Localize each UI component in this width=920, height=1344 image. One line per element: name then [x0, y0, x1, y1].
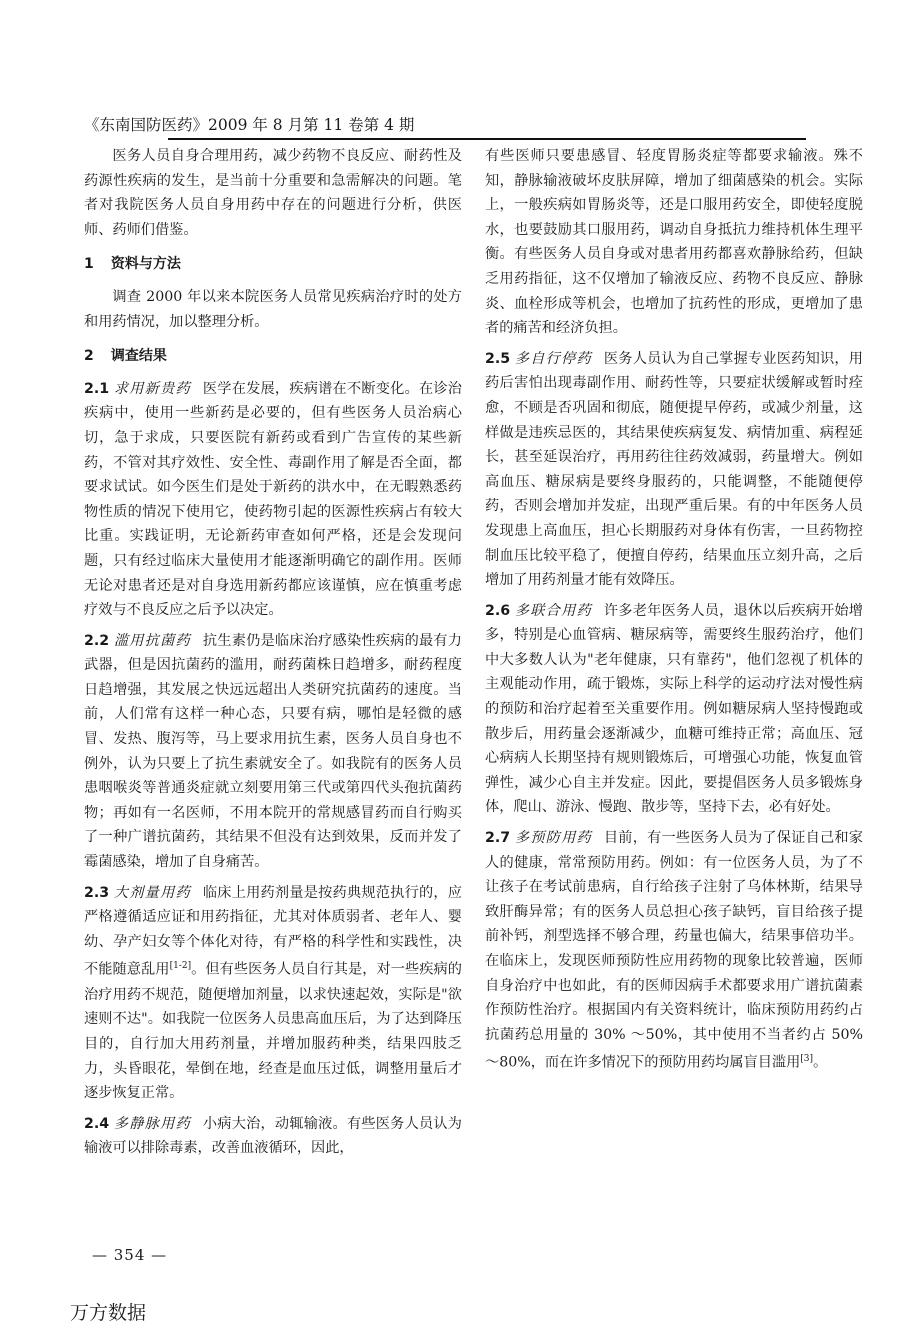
section-number: 2: [84, 348, 94, 365]
section-2-heading: [84, 344, 462, 369]
subsection-2-4-continued: 有些医师只要患感冒、轻度胃肠炎症等都要求输液。殊不知，静脉输液破坏皮肤屏障，增加了细菌感染的机会。实际上，一般疾病如胃肠炎等，还是口服用药安全，即使轻度脱水，也要鼓励其口服用药，调动自身抵抗力维持机体生理平衡。有些医务人员自身或对患者用药都喜欢静脉给药，但缺乏用药指征，这不仅增加了输液反应、药物不良反应、静脉炎、血栓形成等机会，也增加了抗药性的形成，更增加了患者的痛苦和经济负担。: [485, 148, 863, 337]
subsection-text: 许多老年医务人员，退休以后疾病开始增多，特别是心血管病、糖尿病等，需要终生服药治疗，他们中大多数人认为"老年健康，只有靠药"，他们忽视了机体的主观能动作用，疏于锻炼，实际上科学的运动疗法对慢性病的预防和治疗起着至关重要作用。例如糖尿病人坚持慢跑或散步后，用药量会逐渐减少，血糖可维持正常；高血压、冠心病病人长期坚持有规则锻炼后，可增强心功能，恢复血管弹性，减少心自主并发症。因此，要提倡医务人员多锻炼身体，爬山、游泳、慢跑、散步等，坚持下去，必有好处。: [485, 602, 863, 816]
subsection-number: 2.3: [84, 884, 110, 901]
subsection-text-continued: 。: [813, 1055, 828, 1072]
database-watermark: 万方数据: [70, 1302, 147, 1324]
subsection-title: 滥用抗菌药: [113, 632, 191, 649]
subsection-2-4: [84, 1112, 462, 1161]
subsection-title: 大剂量用药: [113, 884, 191, 901]
section-1-heading: [84, 252, 462, 277]
citation-ref: [3]: [800, 1054, 814, 1065]
running-header: [84, 114, 864, 140]
subsection-text: 小病大治，动辄输液。有些医务人员认为输液可以排除毒素，改善血液循环，因此，: [84, 1115, 462, 1157]
subsection-text: 临床上用药剂量是按药典规范执行的，应严格遵循适应证和用药指征，尤其对体质弱者、老年人、婴幼、孕产妇女等个体化对待，有严格的科学性和实践性，决不能随意乱用: [84, 884, 462, 979]
subsection-title: 求用新贵药: [113, 380, 191, 397]
citation-ref: [1-2]: [169, 961, 192, 972]
subsection-number: 2.6: [485, 602, 511, 619]
subsection-text: 抗生素仍是临床治疗感染性疾病的最有力武器，但是因抗菌药的滥用，耐药菌株日趋增多，耐药程度日趋增强，其发展之快远远超出人类研究抗菌药的速度。当前，人们常有这样一种心态，只要有病，哪怕是轻微的感冒、发热、腹泻等，马上要求用抗生素，医务人员自身也不例外，认为只要上了抗生素就安全了。如我院有的医务人员患咽喉炎等普通炎症就立刻要用第三代或第四代头孢抗菌药物；再如有一名医师，不用本院开的常规感冒药而自行购买了一种广谱抗菌药，其结果不但没有达到效果，反而并发了霉菌感染，增加了自身痛苦。: [84, 632, 462, 871]
subsection-text: 医学在发展，疾病谱在不断变化。在诊治疾病中，使用一些新药是必要的，但有些医务人员治病心切，急于求成，只要医院有新药或看到广告宣传的某些新药，不管对其疗效性、安全性、毒副作用了解是否全面，都要求试试。如今医生们是处于新药的洪水中，在无暇熟悉药物性质的情况下使用它，使药物引起的医源性疾病占有较大比重。实践证明，无论新药审查如何严格，还是会发现问题，只有经过临床大量使用才能逐渐明确它的副作用。医师无论对患者还是对自身选用新药都应该谨慎，应在慎重考虑疗效与不良反应之后予以决定。: [84, 380, 462, 619]
subsection-title: 多联合用药: [514, 602, 592, 619]
subsection-number: 2.5: [485, 350, 511, 367]
subsection-2-2: [84, 629, 462, 875]
section-number: 1: [84, 256, 94, 273]
left-column: [84, 144, 462, 1161]
subsection-title: 多预防用药: [514, 830, 592, 847]
subsection-2-3: [84, 881, 462, 1106]
subsection-text: 医务人员认为自己掌握专业医药知识，用药后害怕出现毒副作用、耐药性等，只要症状缓解或暂时痊愈，不顾是否巩固和彻底，随便提早停药，或减少剂量，这样做是违疾忌医的，其结果使疾病复发、病情加重、病程延长，甚至延误治疗，再用药往往药效减弱，药量增大。例如高血压、糖尿病是要终身服药的，只能调整，不能随便停药，否则会增加并发症，出现严重后果。有的中年医务人员发现患上高血压，担心长期服药对身体有伤害，一旦药物控制血压比较平稳了，便擅自停药，结果血压立刻升高，之后增加了用药剂量才能有效降压。: [485, 350, 863, 589]
subsection-2-1: [84, 377, 462, 623]
subsection-number: 2.2: [84, 632, 110, 649]
subsection-text: 目前，有一些医务人员为了保证自己和家人的健康，常常预防用药。例如：有一位医务人员，为了不让孩子在考试前患病，自行给孩子注射了乌体林斯，结果导致肝酶异常；有的医务人员总担心孩子缺钙，盲目给孩子提前补钙，剂型选择不够合理，药量也偏大，结果事倍功半。在临床上，发现医师预防性应用药物的现象比较普遍，医师自身治疗中也如此，有的医师因病手术都要求用广谱抗菌素作预防性治疗。根据国内有关资料统计，临床预防用药约占抗菌药总用量的 30% ～50%，其中使用不当者约占 50% ～80%，而在许多情况下的预防用药均属盲目滥用: [485, 830, 863, 1072]
subsection-title: 多自行停药: [514, 350, 592, 367]
header-rule: [168, 138, 806, 140]
subsection-text-continued: 。但有些医务人员自行其是，对一些疾病的治疗用药不规范，随便增加剂量，以求快速起效，实际是"欲速则不达"。如我院一位医务人员患高血压后，为了达到降压目的，自行加大用药剂量，并增加服药种类，结果四肢乏力，头昏眼花，晕倒在地，经查是血压过低，调整用量后才逐步恢复正常。: [84, 962, 462, 1102]
subsection-2-7: [485, 826, 863, 1076]
section-title: 调查结果: [110, 348, 167, 365]
subsection-title: 多静脉用药: [113, 1115, 191, 1132]
journal-running-title: 《东南国防医药》2009 年 8 月第 11 卷第 4 期: [84, 116, 415, 134]
section-1-paragraph: 调查 2000 年以来本院医务人员常见疾病治疗时的处方和用药情况，加以整理分析。: [84, 288, 462, 330]
intro-paragraph: 医务人员自身合理用药，减少药物不良反应、耐药性及药源性疾病的发生，是当前十分重要和急需解决的问题。笔者对我院医务人员自身用药中存在的问题进行分析，供医师、药师们借鉴。: [84, 148, 462, 238]
page-number: — 354 —: [92, 1246, 168, 1264]
subsection-2-5: [485, 347, 863, 593]
subsection-number: 2.7: [485, 830, 511, 847]
right-column: [485, 144, 863, 1076]
subsection-number: 2.1: [84, 380, 110, 397]
subsection-number: 2.4: [84, 1115, 110, 1132]
section-title: 资料与方法: [110, 256, 181, 273]
subsection-2-6: [485, 599, 863, 820]
